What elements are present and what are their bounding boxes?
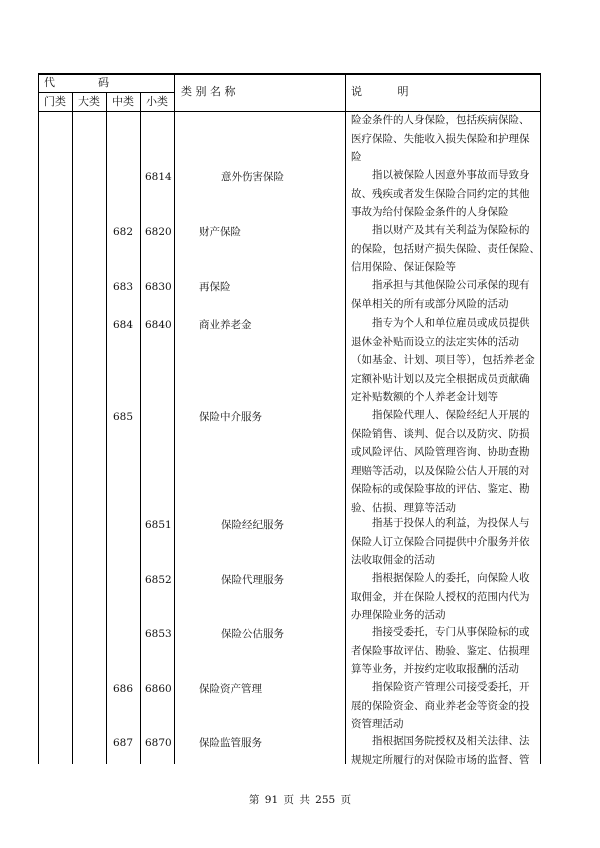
table-row	[351, 166, 538, 222]
desc-line: 指基于投保人的利益，为投保人与	[372, 517, 530, 529]
desc-line: 故、残疾或者发生保险合同约定的其他	[351, 187, 530, 200]
category-name: 保险资产管理	[199, 683, 262, 695]
desc-line: 保险人订立保险合同提供中介服务并依	[351, 535, 530, 548]
desc-line: 指根据保险人的委托，向保险人收	[372, 572, 530, 584]
desc-line: 指根据国务院授权及相关法律、法	[372, 735, 530, 747]
zhonglei-code: 686	[113, 683, 134, 695]
xiaolei-code: 6860	[145, 683, 172, 695]
xiaolei-code: 6814	[145, 171, 172, 183]
col-divider-xiaolei	[174, 73, 175, 764]
footer-total-pages: 255	[315, 794, 336, 806]
desc-line: 医疗保险、失能收入损失保险和护理保	[351, 132, 530, 145]
table-row	[351, 514, 538, 570]
header-code-left: 代	[44, 76, 55, 89]
desc-line: 指保险资产管理公司接受委托，开	[372, 681, 530, 693]
category-name: 财产保险	[199, 226, 241, 238]
footer-page-number: 91	[264, 794, 279, 806]
col-divider-menlei	[72, 92, 73, 764]
table-top-border	[38, 73, 541, 75]
desc-line: 保单相关的所有或部分风险的活动	[351, 297, 509, 310]
table-row	[351, 569, 538, 625]
desc-line: 的保险，包括财产损失保险、责任保险、	[351, 242, 540, 255]
category-name: 商业养老金	[199, 319, 252, 331]
footer-gong: 共	[299, 794, 310, 806]
desc-line: 指保险代理人、保险经纪人开展的	[372, 409, 530, 421]
desc-line: 退休金补贴而设立的法定实体的活动	[351, 335, 519, 348]
desc-line: 算等业务，并按约定收取报酬的活动	[351, 663, 519, 675]
xiaolei-code: 6851	[145, 519, 172, 531]
desc-line: 指以财产及其有关利益为保险标的	[372, 224, 530, 236]
category-name: 保险中介服务	[199, 411, 262, 423]
footer-di: 第	[248, 794, 260, 806]
desc-line: 理赔等活动，以及保险公估人开展的对	[351, 464, 530, 477]
desc-line: 指承担与其他保险公司承保的现有	[372, 279, 530, 291]
table-row	[351, 221, 538, 277]
desc-line: 办理保险业务的活动	[351, 609, 446, 621]
desc-line: 或风险评估、风险管理咨询、协助查勘	[351, 446, 530, 458]
header-description	[351, 85, 409, 99]
desc-line: 验、估损、理算等活动	[351, 501, 456, 514]
desc-line: 者保险事故评估、勘验、鉴定、估损理	[351, 644, 530, 657]
zhonglei-code: 684	[113, 319, 134, 331]
table-row	[351, 314, 538, 407]
table-row	[351, 276, 538, 313]
desc-line: 指以被保险人因意外事故而导致身	[372, 169, 530, 181]
category-name: 保险代理服务	[221, 574, 284, 586]
table-row	[351, 406, 538, 517]
xiaolei-code: 6870	[145, 737, 172, 749]
xiaolei-code: 6853	[145, 628, 172, 640]
category-name: 意外伤害保险	[221, 171, 284, 183]
table-left-border	[38, 73, 39, 764]
table-row	[351, 623, 538, 679]
desc-line: 指接受委托，专门从事保险标的或	[372, 626, 530, 638]
col-divider-zhonglei	[140, 92, 141, 764]
desc-line: 法收取佣金的活动	[351, 554, 435, 566]
footer-ye: 页	[283, 794, 294, 806]
xiaolei-code: 6820	[145, 226, 172, 238]
header-dalei: 大类	[78, 95, 100, 108]
header-menlei: 门类	[44, 95, 66, 108]
desc-line: （如基金、计划、项目等），包括养老金	[351, 354, 535, 366]
header-code-right: 码	[98, 76, 109, 89]
table-row	[351, 732, 538, 769]
col-divider-dalei	[106, 92, 107, 764]
xiaolei-code: 6840	[145, 319, 172, 331]
header-xiaolei: 小类	[146, 95, 168, 108]
desc-line: 保险标的或保险事故的评估、鉴定、勘	[351, 483, 530, 495]
desc-line: 资管理活动	[351, 718, 404, 730]
xiaolei-code: 6830	[145, 281, 172, 293]
desc-line: 指专为个人和单位雇员或成员提供	[372, 317, 530, 329]
category-name: 保险公估服务	[221, 628, 284, 640]
header-description-text: 说 明	[351, 85, 409, 98]
category-name: 保险经纪服务	[221, 519, 284, 531]
desc-line: 规规定所履行的对保险市场的监督、管	[351, 753, 530, 766]
zhonglei-code: 683	[113, 281, 134, 293]
zhonglei-code: 682	[113, 226, 134, 238]
desc-line: 信用保险、保证保险等	[351, 261, 456, 273]
desc-line: 取佣金，并在保险人授权的范围内代为	[351, 590, 530, 603]
desc-line: 定补贴数额的个人养老金计划等	[351, 391, 498, 403]
table-row	[351, 111, 538, 167]
zhonglei-code: 687	[113, 737, 134, 749]
category-name: 再保险	[199, 281, 231, 293]
desc-line: 事故为给付保险金条件的人身保险	[351, 206, 509, 218]
desc-line: 展的保险资金、商业养老金等资金的投	[351, 699, 530, 712]
desc-line: 定额补贴计划以及完全根据成员贡献确	[351, 372, 530, 385]
desc-line: 险	[351, 151, 362, 163]
xiaolei-code: 6852	[145, 574, 172, 586]
header-zhonglei: 中类	[112, 95, 134, 108]
category-name: 保险监管服务	[199, 737, 262, 749]
col-divider-name	[345, 73, 346, 764]
table-row	[351, 678, 538, 734]
page-footer	[0, 792, 600, 807]
desc-line: 保险销售、谈判、促合以及防灾、防损	[351, 427, 530, 440]
zhonglei-code: 685	[113, 411, 134, 423]
footer-ye2: 页	[340, 794, 352, 806]
header-category-name: 类 别 名 称	[181, 85, 236, 98]
table-right-border	[540, 73, 541, 764]
desc-line: 险金条件的人身保险，包括疾病保险、	[351, 114, 530, 126]
